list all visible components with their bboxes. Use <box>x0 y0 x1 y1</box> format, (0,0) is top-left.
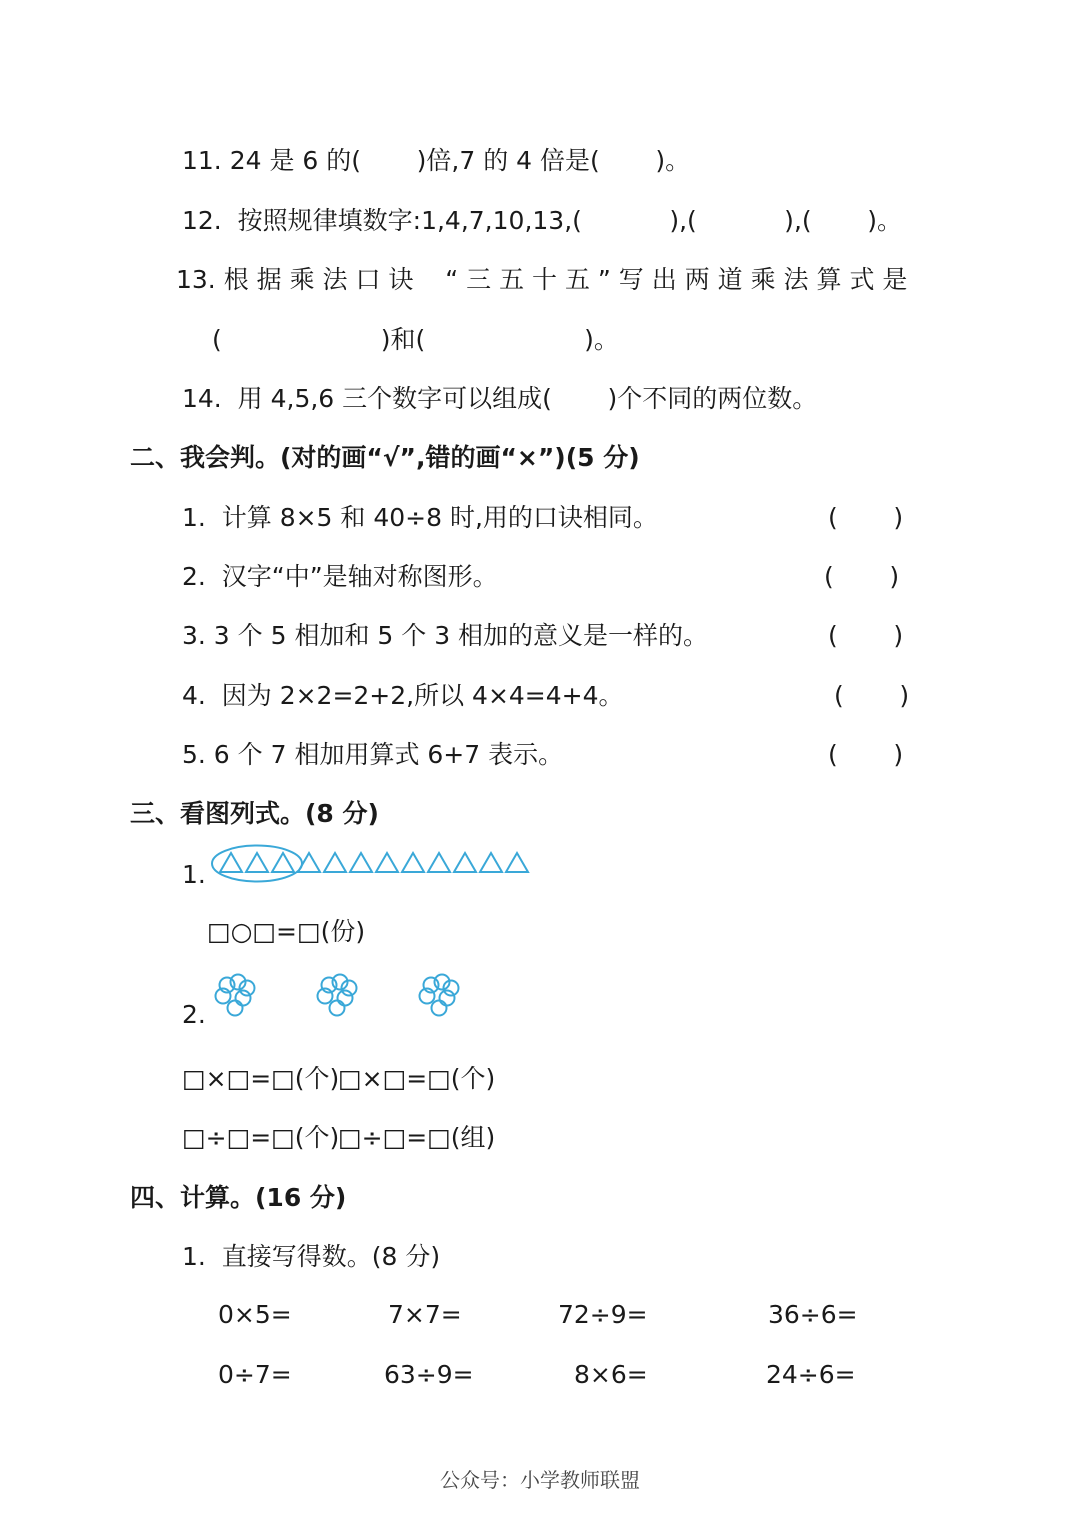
picture-question-1-number: 1. <box>182 860 206 889</box>
calc-problem: 63÷9= <box>384 1360 474 1389</box>
picture-q2-formula-2: □×□=□(个) <box>338 1064 496 1093</box>
triangle-shape <box>454 853 476 872</box>
judge-item-1: 1. 计算 8×5 和 40÷8 时,用的口诀相同。 <box>182 503 658 532</box>
judge-answer-3[interactable]: ( ) <box>828 621 904 650</box>
calc-problem: 24÷6= <box>766 1360 856 1389</box>
calc-subheading: 1. 直接写得数。(8 分) <box>182 1242 441 1271</box>
picture-question-1-formula: □○□=□(份) <box>207 917 366 946</box>
judge-answer-5[interactable]: ( ) <box>828 740 904 769</box>
judge-answer-4[interactable]: ( ) <box>834 681 910 710</box>
group-circle <box>228 1001 243 1016</box>
group-circle <box>440 991 455 1006</box>
triangle-shape <box>376 853 398 872</box>
triangles-figure <box>212 840 542 890</box>
picture-q2-formula-1: □×□=□(个) <box>182 1064 340 1093</box>
judge-answer-2[interactable]: ( ) <box>824 562 900 591</box>
question-12: 12. 按照规律填数字:1,4,7,10,13,( ),( ),( )。 <box>182 206 903 235</box>
judge-item-4: 4. 因为 2×2=2+2,所以 4×4=4+4。 <box>182 681 624 710</box>
triangle-shape <box>246 853 268 872</box>
judge-answer-1[interactable]: ( ) <box>828 503 904 532</box>
circle-groups-figure <box>212 968 492 1028</box>
question-13-line2: ( )和( )。 <box>212 325 619 354</box>
triangle-shape <box>350 853 372 872</box>
triangle-shape <box>428 853 450 872</box>
calc-problem: 36÷6= <box>768 1300 858 1329</box>
question-14: 14. 用 4,5,6 三个数字可以组成( )个不同的两位数。 <box>182 384 818 413</box>
calc-problem: 7×7= <box>388 1300 462 1329</box>
group-circle <box>330 1001 345 1016</box>
picture-question-2-number: 2. <box>182 1000 206 1029</box>
triangle-shape <box>272 853 294 872</box>
triangle-shape <box>402 853 424 872</box>
picture-q2-formula-3: □÷□=□(个) <box>182 1123 340 1152</box>
judge-item-3: 3. 3 个 5 相加和 5 个 3 相加的意义是一样的。 <box>182 621 709 650</box>
triangle-shape <box>324 853 346 872</box>
calc-problem: 8×6= <box>574 1360 648 1389</box>
group-circle <box>432 1001 447 1016</box>
judge-item-5: 5. 6 个 7 相加用算式 6+7 表示。 <box>182 740 564 769</box>
section-judge-heading: 二、我会判。(对的画“√”,错的画“×”)(5 分) <box>130 443 640 472</box>
question-13-line1: 13. 根 据 乘 法 口 诀 “ 三 五 十 五 ” 写 出 两 道 乘 法 算 式 是 <box>176 265 908 294</box>
section-picture-heading: 三、看图列式。(8 分) <box>130 799 379 828</box>
footer-account: 公众号：小学教师联盟 <box>440 1468 640 1492</box>
triangle-shape <box>506 853 528 872</box>
calc-problem: 72÷9= <box>558 1300 648 1329</box>
group-circle <box>338 991 353 1006</box>
judge-item-2: 2. 汉字“中”是轴对称图形。 <box>182 562 498 591</box>
calc-problem: 0÷7= <box>218 1360 292 1389</box>
triangle-shape <box>220 853 242 872</box>
triangle-shape <box>480 853 502 872</box>
group-circle <box>236 991 251 1006</box>
picture-q2-formula-4: □÷□=□(组) <box>338 1123 496 1152</box>
section-calc-heading: 四、计算。(16 分) <box>130 1183 347 1212</box>
calc-problem: 0×5= <box>218 1300 292 1329</box>
question-11: 11. 24 是 6 的( )倍,7 的 4 倍是( )。 <box>182 146 691 175</box>
